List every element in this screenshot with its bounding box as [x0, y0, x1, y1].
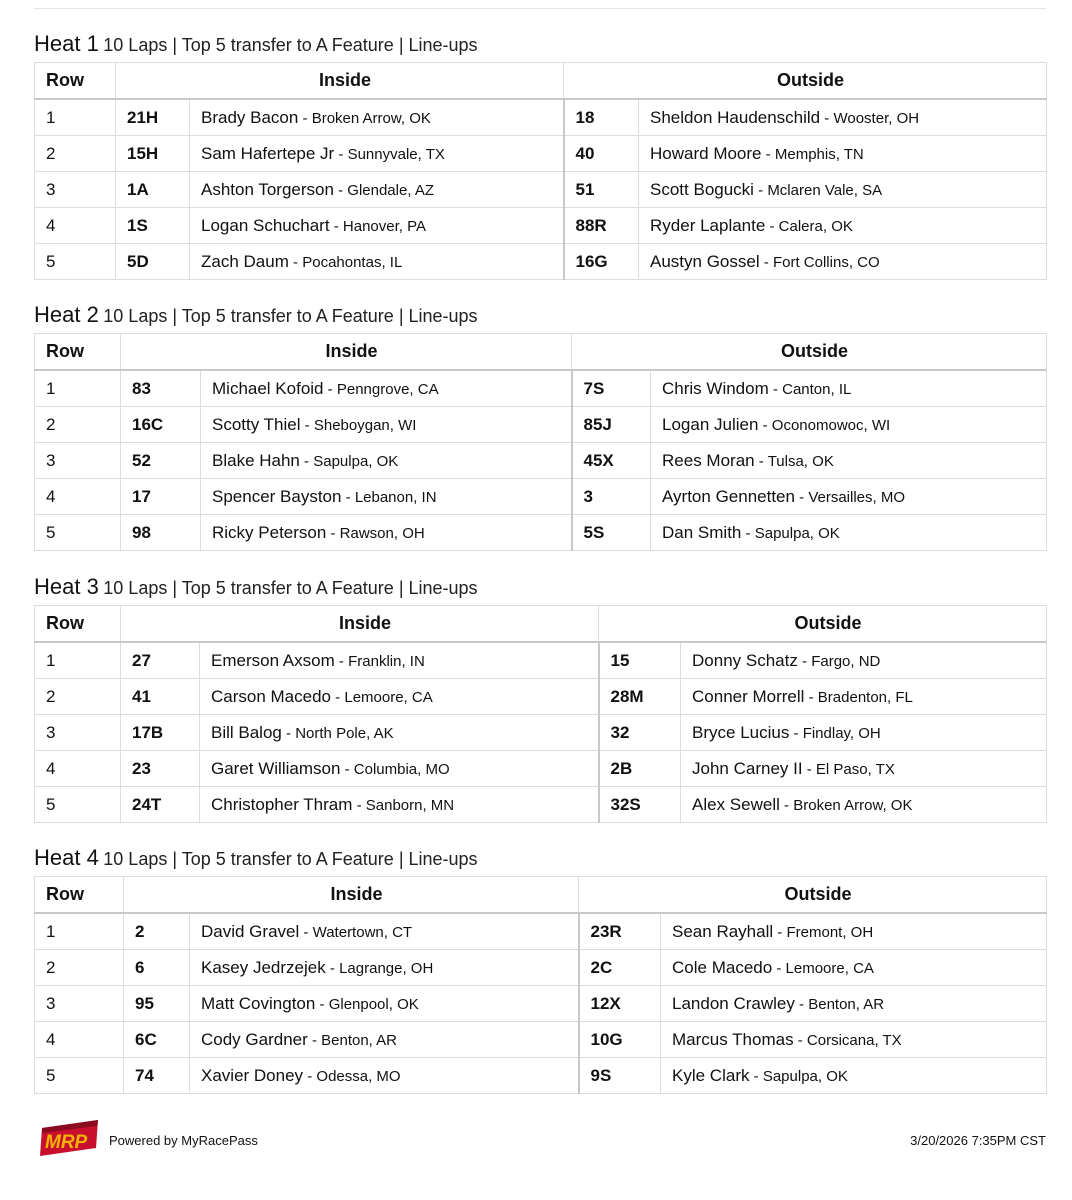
heat-title [34, 26, 1046, 62]
outside-car-number: 2B [599, 751, 681, 787]
inside-driver-name: Cody Gardner [201, 1029, 308, 1049]
generated-timestamp: 3/20/2026 7:35PM CST [910, 1133, 1046, 1148]
outside-driver-hometown: Corsicana, TX [806, 1031, 902, 1049]
outside-driver-separator: - [761, 145, 775, 163]
outside-driver-cell [651, 515, 1047, 551]
row-number: 5 [35, 515, 121, 551]
row-number: 1 [35, 642, 121, 679]
heat-name: Heat 4 [34, 845, 99, 870]
outside-driver-name: Howard Moore [650, 143, 762, 163]
inside-driver-cell [190, 208, 564, 244]
inside-car-number: 2 [124, 913, 190, 950]
top-divider [34, 8, 1046, 9]
heat-title [34, 569, 1046, 605]
outside-driver-hometown: Wooster, OH [833, 109, 920, 127]
outside-car-number: 23R [579, 913, 661, 950]
outside-driver-separator: - [765, 217, 779, 235]
row-number: 5 [35, 787, 121, 823]
inside-driver-hometown: Hanover, PA [342, 217, 426, 235]
inside-car-number: 24T [121, 787, 200, 823]
inside-driver-separator: - [326, 524, 340, 542]
outside-driver-hometown: Lemoore, CA [785, 959, 874, 977]
lineup-row [35, 479, 1047, 515]
outside-driver-name: Kyle Clark [672, 1065, 750, 1085]
inside-driver-separator: - [334, 652, 349, 670]
row-number: 1 [35, 99, 116, 136]
outside-driver-cell [661, 1058, 1047, 1094]
outside-car-number: 18 [564, 99, 639, 136]
outside-car-number: 51 [564, 172, 639, 208]
inside-driver-name: Christopher Thram [211, 794, 353, 814]
heat-subtitle: 10 Laps | Top 5 transfer to A Feature | Line-ups [103, 35, 478, 55]
inside-car-number: 17 [121, 479, 201, 515]
outside-car-number: 7S [572, 370, 651, 407]
outside-car-number: 45X [572, 443, 651, 479]
outside-driver-name: Sheldon Haudenschild [650, 107, 821, 127]
inside-driver-cell [190, 986, 579, 1022]
inside-car-number: 83 [121, 370, 201, 407]
inside-driver-hometown: Odessa, MO [316, 1067, 401, 1085]
outside-driver-cell [651, 443, 1047, 479]
powered-by-link[interactable]: Powered by MyRacePass [109, 1133, 258, 1148]
outside-driver-cell [639, 208, 1047, 244]
outside-driver-hometown: Broken Arrow, OK [793, 796, 913, 814]
inside-car-number: 1S [116, 208, 190, 244]
inside-driver-name: Zach Daum [201, 251, 289, 271]
inside-car-number: 6 [124, 950, 190, 986]
outside-driver-cell [681, 679, 1047, 715]
heat-2-section [34, 297, 1046, 551]
outside-driver-separator: - [797, 652, 812, 670]
row-number: 1 [35, 913, 124, 950]
inside-driver-cell [201, 443, 572, 479]
lineup-row [35, 244, 1047, 280]
outside-driver-hometown: Versailles, MO [808, 488, 906, 506]
lineup-row [35, 99, 1047, 136]
outside-driver-cell [681, 642, 1047, 679]
inside-driver-hometown: Watertown, CT [312, 923, 413, 941]
inside-driver-cell [190, 99, 564, 136]
inside-driver-separator: - [299, 452, 314, 470]
outside-driver-cell [661, 913, 1047, 950]
outside-driver-name: Ayrton Gennetten [662, 486, 795, 506]
lineup-row [35, 950, 1047, 986]
inside-driver-cell [190, 1058, 579, 1094]
inside-driver-name: Spencer Bayston [212, 486, 342, 506]
inside-driver-name: Scotty Thiel [212, 414, 301, 434]
outside-driver-hometown: Fort Collins, CO [772, 253, 880, 271]
lineup-row [35, 913, 1047, 950]
outside-driver-separator: - [820, 109, 834, 127]
outside-driver-cell [661, 986, 1047, 1022]
inside-car-number: 17B [121, 715, 200, 751]
inside-car-number: 41 [121, 679, 200, 715]
inside-driver-cell [200, 679, 599, 715]
logo-text: MRP [45, 1132, 88, 1153]
heat-name: Heat 2 [34, 302, 99, 327]
lineup-row [35, 515, 1047, 551]
lineup-table [34, 605, 1047, 823]
outside-driver-cell [651, 407, 1047, 443]
inside-car-number: 52 [121, 443, 201, 479]
outside-driver-separator: - [741, 524, 755, 542]
inside-driver-cell [190, 1022, 579, 1058]
row-column-header: Row [35, 334, 121, 371]
outside-driver-hometown: Benton, AR [808, 995, 885, 1013]
row-number: 3 [35, 172, 116, 208]
inside-driver-name: Blake Hahn [212, 450, 300, 470]
inside-driver-cell [190, 172, 564, 208]
outside-driver-name: Dan Smith [662, 522, 742, 542]
inside-driver-cell [190, 950, 579, 986]
inside-car-number: 21H [116, 99, 190, 136]
inside-driver-hometown: Sanborn, MN [365, 796, 455, 814]
inside-driver-name: Ashton Torgerson [201, 179, 334, 199]
lineup-row [35, 208, 1047, 244]
outside-car-number: 2C [579, 950, 661, 986]
row-number: 5 [35, 1058, 124, 1094]
outside-driver-cell [651, 479, 1047, 515]
outside-driver-separator: - [759, 253, 773, 271]
inside-driver-cell [200, 642, 599, 679]
inside-driver-name: Emerson Axsom [211, 650, 335, 670]
outside-car-number: 88R [564, 208, 639, 244]
lineup-header-row [35, 606, 1047, 643]
inside-driver-separator: - [341, 488, 355, 506]
outside-driver-cell [639, 99, 1047, 136]
inside-driver-separator: - [325, 959, 340, 977]
inside-column-header: Inside [124, 877, 579, 914]
myracepass-logo-icon[interactable] [38, 1118, 100, 1158]
inside-driver-name: Logan Schuchart [201, 215, 330, 235]
inside-driver-hometown: Broken Arrow, OK [311, 109, 431, 127]
inside-driver-cell [190, 136, 564, 172]
outside-driver-name: Donny Schatz [692, 650, 798, 670]
inside-driver-cell [190, 913, 579, 950]
outside-driver-separator: - [758, 416, 772, 434]
inside-driver-separator: - [334, 145, 348, 163]
outside-driver-hometown: Memphis, TN [774, 145, 864, 163]
inside-driver-hometown: Lemoore, CA [344, 688, 433, 706]
outside-driver-name: Sean Rayhall [672, 921, 774, 941]
outside-driver-hometown: Canton, IL [782, 380, 852, 398]
outside-car-number: 16G [564, 244, 639, 280]
outside-driver-separator: - [749, 1067, 763, 1085]
inside-driver-hometown: Lagrange, OH [339, 959, 434, 977]
outside-driver-name: Conner Morrell [692, 686, 805, 706]
lineup-row [35, 986, 1047, 1022]
outside-driver-separator: - [793, 1031, 807, 1049]
outside-driver-name: Landon Crawley [672, 993, 795, 1013]
inside-column-header: Inside [116, 63, 564, 100]
outside-car-number: 85J [572, 407, 651, 443]
outside-driver-hometown: Sapulpa, OK [762, 1067, 848, 1085]
outside-driver-name: Chris Windom [662, 378, 769, 398]
outside-driver-name: Bryce Lucius [692, 722, 790, 742]
outside-driver-separator: - [779, 796, 794, 814]
row-number: 3 [35, 443, 121, 479]
heat-4-section [34, 840, 1046, 1094]
outside-driver-name: Marcus Thomas [672, 1029, 794, 1049]
inside-driver-separator: - [298, 109, 312, 127]
inside-driver-cell [200, 751, 599, 787]
row-number: 2 [35, 950, 124, 986]
lineup-row [35, 642, 1047, 679]
heat-name: Heat 1 [34, 31, 99, 56]
outside-driver-separator: - [789, 724, 803, 742]
inside-driver-hometown: Columbia, MO [353, 760, 450, 778]
inside-driver-name: Carson Macedo [211, 686, 332, 706]
heat-subtitle: 10 Laps | Top 5 transfer to A Feature | Line-ups [103, 578, 478, 598]
outside-driver-hometown: Sapulpa, OK [754, 524, 840, 542]
inside-driver-hometown: Lebanon, IN [354, 488, 437, 506]
inside-driver-separator: - [300, 416, 314, 434]
lineup-row [35, 172, 1047, 208]
inside-driver-name: Sam Hafertepe Jr [201, 143, 335, 163]
inside-driver-hometown: Glenpool, OK [328, 995, 419, 1013]
outside-driver-cell [681, 787, 1047, 823]
inside-driver-hometown: Benton, AR [321, 1031, 398, 1049]
outside-driver-name: Ryder Laplante [650, 215, 766, 235]
outside-driver-separator: - [773, 923, 787, 941]
row-number: 4 [35, 479, 121, 515]
inside-driver-cell [200, 787, 599, 823]
outside-car-number: 9S [579, 1058, 661, 1094]
inside-driver-separator: - [331, 688, 345, 706]
outside-driver-name: Austyn Gossel [650, 251, 760, 271]
inside-car-number: 27 [121, 642, 200, 679]
outside-driver-separator: - [794, 488, 809, 506]
inside-driver-hometown: Franklin, IN [348, 652, 425, 670]
outside-car-number: 3 [572, 479, 651, 515]
outside-car-number: 40 [564, 136, 639, 172]
outside-driver-hometown: Fremont, OH [786, 923, 874, 941]
outside-driver-separator: - [794, 995, 809, 1013]
row-column-header: Row [35, 606, 121, 643]
lineup-row [35, 1058, 1047, 1094]
inside-driver-cell [201, 515, 572, 551]
lineup-row [35, 136, 1047, 172]
inside-driver-separator: - [329, 217, 343, 235]
row-column-header: Row [35, 877, 124, 914]
inside-column-header: Inside [121, 334, 572, 371]
heat-3-section [34, 569, 1046, 823]
outside-driver-name: Alex Sewell [692, 794, 780, 814]
outside-car-number: 10G [579, 1022, 661, 1058]
inside-driver-separator: - [303, 1067, 317, 1085]
outside-driver-hometown: Calera, OK [778, 217, 853, 235]
outside-column-header: Outside [564, 63, 1047, 100]
row-number: 2 [35, 407, 121, 443]
row-number: 4 [35, 751, 121, 787]
inside-driver-name: Garet Williamson [211, 758, 341, 778]
row-number: 2 [35, 136, 116, 172]
inside-driver-hometown: Sheboygan, WI [313, 416, 417, 434]
heat-name: Heat 3 [34, 574, 99, 599]
inside-driver-separator: - [340, 760, 354, 778]
outside-driver-hometown: Fargo, ND [811, 652, 881, 670]
inside-car-number: 16C [121, 407, 201, 443]
row-number: 5 [35, 244, 116, 280]
outside-driver-separator: - [804, 688, 818, 706]
inside-driver-cell [200, 715, 599, 751]
outside-column-header: Outside [579, 877, 1047, 914]
inside-driver-hometown: Sapulpa, OK [313, 452, 399, 470]
heat-subtitle: 10 Laps | Top 5 transfer to A Feature | Line-ups [103, 849, 478, 869]
inside-driver-separator: - [299, 923, 313, 941]
inside-column-header: Inside [121, 606, 599, 643]
outside-driver-hometown: El Paso, TX [815, 760, 895, 778]
outside-driver-cell [681, 751, 1047, 787]
outside-driver-cell [681, 715, 1047, 751]
outside-driver-separator: - [754, 452, 768, 470]
inside-driver-hometown: Sunnyvale, TX [347, 145, 445, 163]
inside-car-number: 6C [124, 1022, 190, 1058]
inside-driver-name: David Gravel [201, 921, 300, 941]
outside-driver-hometown: Oconomowoc, WI [771, 416, 891, 434]
lineup-row [35, 715, 1047, 751]
inside-driver-name: Matt Covington [201, 993, 316, 1013]
inside-driver-cell [201, 479, 572, 515]
lineup-row [35, 1022, 1047, 1058]
heat-1-section [34, 26, 1046, 280]
outside-driver-hometown: Tulsa, OK [767, 452, 834, 470]
outside-driver-name: Logan Julien [662, 414, 759, 434]
lineup-header-row [35, 877, 1047, 914]
lineup-table [34, 333, 1047, 551]
heat-subtitle: 10 Laps | Top 5 transfer to A Feature | Line-ups [103, 306, 478, 326]
row-number: 4 [35, 208, 116, 244]
inside-driver-separator: - [315, 995, 329, 1013]
outside-driver-separator: - [772, 959, 786, 977]
outside-driver-cell [639, 136, 1047, 172]
row-number: 1 [35, 370, 121, 407]
inside-car-number: 98 [121, 515, 201, 551]
inside-driver-separator: - [323, 380, 337, 398]
lineup-row [35, 751, 1047, 787]
inside-driver-cell [201, 370, 572, 407]
outside-driver-cell [639, 172, 1047, 208]
lineup-row [35, 443, 1047, 479]
outside-driver-cell [661, 1022, 1047, 1058]
outside-driver-cell [661, 950, 1047, 986]
inside-driver-name: Ricky Peterson [212, 522, 327, 542]
inside-car-number: 1A [116, 172, 190, 208]
inside-driver-name: Kasey Jedrzejek [201, 957, 326, 977]
row-number: 3 [35, 986, 124, 1022]
footer [38, 1118, 1046, 1162]
outside-car-number: 5S [572, 515, 651, 551]
lineup-row [35, 370, 1047, 407]
inside-car-number: 5D [116, 244, 190, 280]
outside-driver-name: Rees Moran [662, 450, 755, 470]
lineup-header-row [35, 334, 1047, 371]
lineup-header-row [35, 63, 1047, 100]
row-number: 2 [35, 679, 121, 715]
outside-driver-hometown: Bradenton, FL [817, 688, 913, 706]
outside-driver-hometown: Findlay, OH [802, 724, 881, 742]
lineup-row [35, 787, 1047, 823]
heat-title [34, 840, 1046, 876]
outside-driver-separator: - [753, 181, 768, 199]
row-column-header: Row [35, 63, 116, 100]
outside-column-header: Outside [599, 606, 1047, 643]
inside-driver-name: Bill Balog [211, 722, 282, 742]
outside-car-number: 32S [599, 787, 681, 823]
lineup-row [35, 407, 1047, 443]
inside-car-number: 23 [121, 751, 200, 787]
lineup-row [35, 679, 1047, 715]
outside-car-number: 28M [599, 679, 681, 715]
outside-driver-name: Scott Bogucki [650, 179, 754, 199]
inside-driver-hometown: Pocahontas, IL [302, 253, 403, 271]
inside-driver-hometown: North Pole, AK [295, 724, 394, 742]
inside-driver-separator: - [352, 796, 366, 814]
outside-driver-name: Cole Macedo [672, 957, 773, 977]
inside-driver-hometown: Glendale, AZ [347, 181, 434, 199]
inside-driver-separator: - [281, 724, 296, 742]
row-number: 3 [35, 715, 121, 751]
inside-driver-name: Michael Kofoid [212, 378, 324, 398]
outside-driver-hometown: Mclaren Vale, SA [767, 181, 883, 199]
inside-driver-cell [201, 407, 572, 443]
outside-driver-separator: - [802, 760, 816, 778]
inside-driver-separator: - [288, 253, 303, 271]
outside-column-header: Outside [572, 334, 1047, 371]
heat-title [34, 297, 1046, 333]
inside-driver-name: Xavier Doney [201, 1065, 304, 1085]
inside-car-number: 95 [124, 986, 190, 1022]
outside-driver-separator: - [768, 380, 783, 398]
outside-driver-name: John Carney II [692, 758, 803, 778]
inside-car-number: 74 [124, 1058, 190, 1094]
inside-driver-hometown: Rawson, OH [339, 524, 425, 542]
inside-driver-name: Brady Bacon [201, 107, 299, 127]
inside-driver-separator: - [333, 181, 348, 199]
outside-driver-cell [639, 244, 1047, 280]
inside-car-number: 15H [116, 136, 190, 172]
outside-car-number: 15 [599, 642, 681, 679]
outside-car-number: 12X [579, 986, 661, 1022]
outside-car-number: 32 [599, 715, 681, 751]
outside-driver-cell [651, 370, 1047, 407]
row-number: 4 [35, 1022, 124, 1058]
inside-driver-cell [190, 244, 564, 280]
inside-driver-separator: - [307, 1031, 322, 1049]
lineup-table [34, 62, 1047, 280]
inside-driver-hometown: Penngrove, CA [336, 380, 439, 398]
lineup-table [34, 876, 1047, 1094]
